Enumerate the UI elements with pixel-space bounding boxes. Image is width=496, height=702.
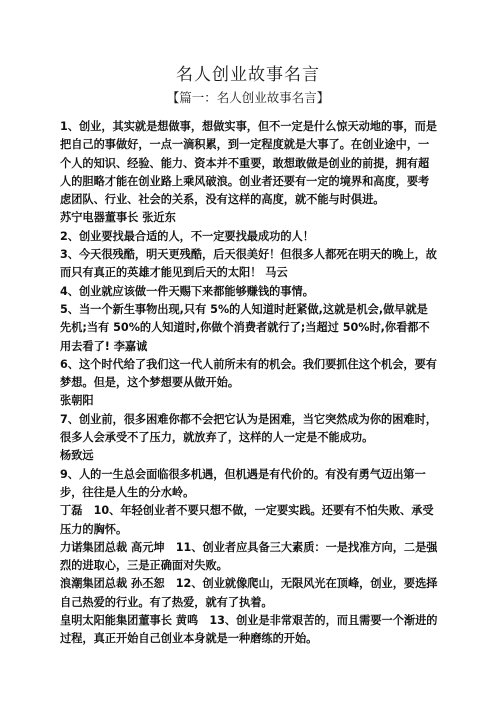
paragraph-attribution-zhang-jindong: 苏宁电器董事长 张近东 [60,211,176,225]
paragraph-attribution-yang-zhiyuan: 杨致远 [60,449,94,463]
paragraph-quote-11: 力诺集团总裁 高元坤 11、创业者应具备三大素质：一是找准方向，二是强烈的进取心，三是正确面对失败。 [60,540,438,573]
paragraph-quote-1: 1、创业，其实就是想做事，想做实事，但不一定是什么惊天动地的事，而是把自己的事做好，一点一滴积累，到一定程度就是大事了。在创业途中，一个人的知识、经验、能力、资本并不重要，敢想敢做是创业的前提，拥有超人的胆略才能在创业路上乘风破浪。创业者还要有一定的境界和高度，要考虑团队、行业、社会的关系，没有这样的高度，就不能与时俱进。 [60,120,437,207]
paragraph-quote-12: 浪潮集团总裁 孙丕恕 12、创业就像爬山，无限风光在顶峰，创业，要选择自己热爱的行业。有了热爱，就有了执着。 [60,577,438,609]
paragraph-quote-2: 2、创业要找最合适的人，不一定要找最成功的人！ [60,229,314,243]
paragraph-quote-6: 6、这个时代给了我们这一代人前所未有的机会。我们要抓住这个机会，要有梦想。但是，这个梦想要从做开始。 [60,357,437,390]
document-subtitle: 【篇一：名人创业故事名言】 [166,90,330,105]
document-title: 名人创业故事名言 [176,65,320,85]
paragraph-attribution-zhang-chaoyang: 张朝阳 [60,394,94,408]
paragraph-quote-7: 7、创业前，很多困难你都不会把它认为是困难，当它突然成为你的困难时，很多人会承受不了压力，就放弃了，这样的人一定是不能成功。 [60,412,437,445]
paragraph-quote-13: 皇明太阳能集团董事长 黄鸣 13、创业是非常艰苦的，而且需要一个渐进的过程，真正开始自己创业本身就是一种磨练的开始。 [60,614,438,646]
paragraph-quote-4: 4、创业就应该做一件天赐下来都能够赚钱的事情。 [60,284,314,298]
paragraph-quote-5: 5、当一个新生事物出现,只有 5%的人知道时赶紧做,这就是机会,做早就是先机;当有 50%的人知道时,你做个消费者就行了;当超过 50%时,你看都不用去看了! 李嘉诚 [60,302,430,353]
paragraph-quote-9: 9、人的一生总会面临很多机遇，但机遇是有代价的。有没有勇气迈出第一步，往往是人生的分水岭。 [60,467,426,499]
paragraph-quote-10: 丁磊 10、年轻创业者不要只想不做，一定要实践。还要有不怕失败、承受压力的胸怀。 [60,504,434,536]
paragraph-quote-3: 3、今天很残酷，明天更残酷，后天很美好！但很多人都死在明天的晚上，故而只有真正的英雄才能见到后天的太阳！ 马云 [60,248,437,280]
document-body [60,118,438,649]
